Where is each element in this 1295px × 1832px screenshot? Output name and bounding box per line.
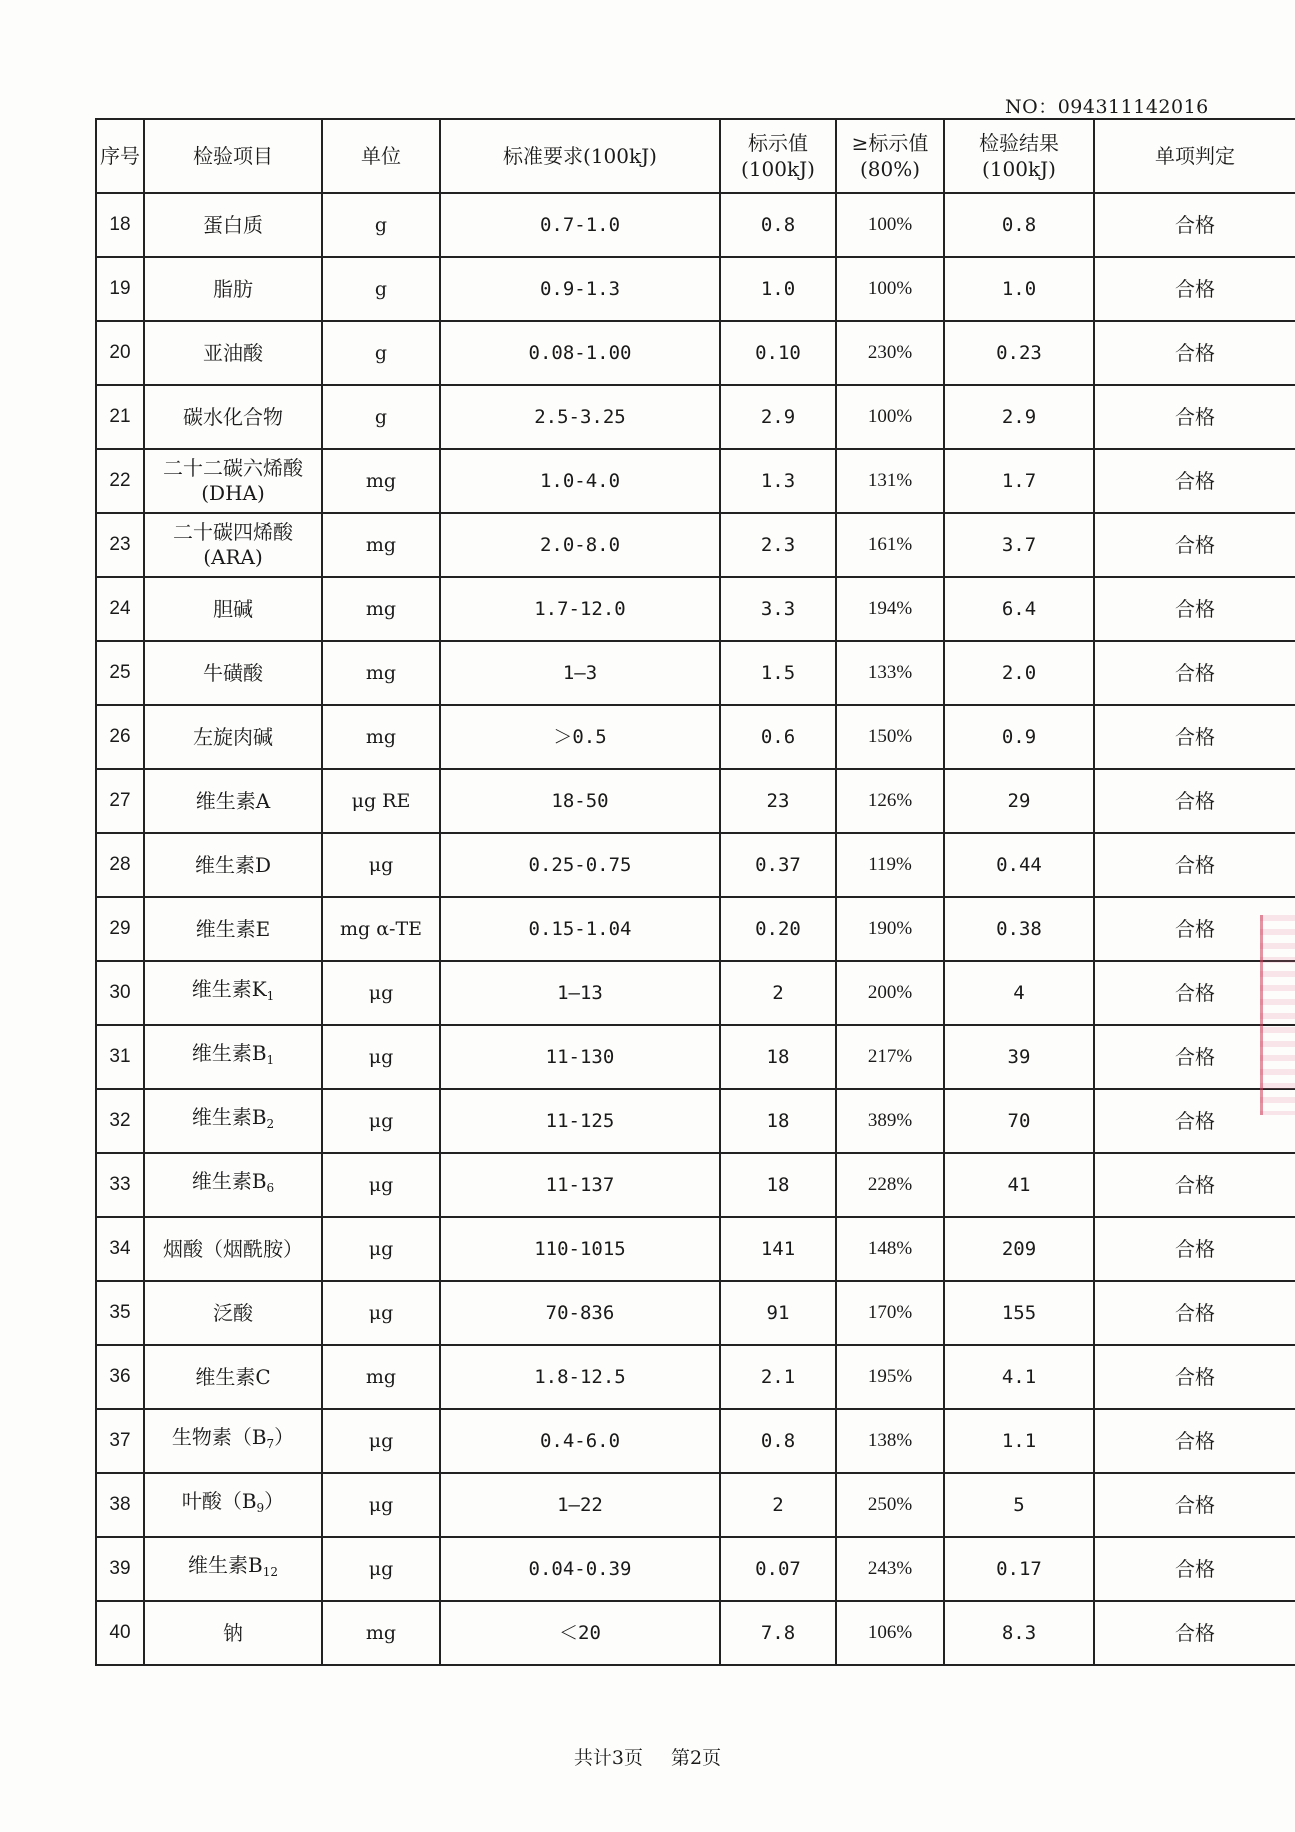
table-row (96, 1601, 1295, 1665)
item-name-suffix: ） (264, 1489, 285, 1513)
row-judgement-cell: 合格 (1094, 1089, 1295, 1153)
row-result-cell: 4.1 (944, 1345, 1094, 1409)
row-judgement-cell: 合格 (1094, 321, 1295, 385)
row-label-value-cell: 0.8 (720, 193, 836, 257)
row-item-cell (144, 449, 322, 513)
row-judgement-cell: 合格 (1094, 1281, 1295, 1345)
item-subscript: 1 (266, 1053, 275, 1067)
row-judgement-cell: 合格 (1094, 641, 1295, 705)
row-result-cell: 0.44 (944, 833, 1094, 897)
row-pct-cell: 389% (836, 1089, 944, 1153)
table-row (96, 641, 1295, 705)
item-name: 脂肪 (213, 276, 253, 301)
row-label-value-cell: 2.9 (720, 385, 836, 449)
row-unit-cell: g (322, 193, 440, 257)
row-seq-cell: 28 (96, 833, 144, 897)
row-result-cell: 209 (944, 1217, 1094, 1281)
row-label-value-cell: 0.20 (720, 897, 836, 961)
row-seq-cell: 27 (96, 769, 144, 833)
row-standard-cell: 18-50 (440, 769, 720, 833)
row-seq-cell: 32 (96, 1089, 144, 1153)
row-pct-cell: 243% (836, 1537, 944, 1601)
row-seq-cell: 30 (96, 961, 144, 1025)
row-item-cell (144, 1217, 322, 1281)
row-standard-cell: 1.7-12.0 (440, 577, 720, 641)
row-label-value-cell: 1.5 (720, 641, 836, 705)
item-subscript: 7 (266, 1437, 275, 1451)
row-unit-cell: μg (322, 961, 440, 1025)
row-seq-cell: 18 (96, 193, 144, 257)
row-pct-cell: 228% (836, 1153, 944, 1217)
row-standard-cell: 1—3 (440, 641, 720, 705)
item-name: 维生素B (191, 1169, 267, 1193)
header-seq: 序号 (96, 119, 144, 193)
row-judgement-cell: 合格 (1094, 385, 1295, 449)
row-standard-cell: 11-137 (440, 1153, 720, 1217)
item-name: 生物素（B (171, 1425, 267, 1449)
row-label-value-cell: 0.37 (720, 833, 836, 897)
row-standard-cell: 1—22 (440, 1473, 720, 1537)
row-item-cell (144, 1025, 322, 1089)
row-seq-cell: 31 (96, 1025, 144, 1089)
table-row (96, 897, 1295, 961)
table-row (96, 961, 1295, 1025)
row-label-value-cell: 2.1 (720, 1345, 836, 1409)
red-seal-stamp-fragment (1260, 915, 1295, 1115)
row-item-cell (144, 513, 322, 577)
item-name: 维生素K (191, 977, 267, 1001)
row-pct-cell: 133% (836, 641, 944, 705)
table-row (96, 193, 1295, 257)
table-row (96, 1089, 1295, 1153)
row-label-value-cell: 7.8 (720, 1601, 836, 1665)
row-item-cell (144, 705, 322, 769)
row-seq-cell: 20 (96, 321, 144, 385)
row-judgement-cell: 合格 (1094, 577, 1295, 641)
row-pct-cell: 131% (836, 449, 944, 513)
item-subscript: 12 (262, 1565, 278, 1579)
row-item-cell (144, 897, 322, 961)
row-standard-cell: 2.0-8.0 (440, 513, 720, 577)
row-seq-cell: 40 (96, 1601, 144, 1665)
item-name: 左旋肉碱 (193, 724, 273, 749)
table-row (96, 1537, 1295, 1601)
page-footer (0, 1743, 1295, 1770)
total-pages: 共计3页 (573, 1747, 643, 1769)
table-row (96, 1409, 1295, 1473)
row-judgement-cell: 合格 (1094, 1345, 1295, 1409)
row-seq-cell: 39 (96, 1537, 144, 1601)
header-item: 检验项目 (144, 119, 322, 193)
row-pct-cell: 194% (836, 577, 944, 641)
item-name: 维生素C (195, 1364, 271, 1389)
item-name: 维生素B (191, 1041, 267, 1065)
row-result-cell: 70 (944, 1089, 1094, 1153)
row-item-cell (144, 833, 322, 897)
inspection-results-table (95, 118, 1295, 1666)
item-name: 泛酸 (213, 1300, 253, 1325)
header-standard: 标准要求(100kJ) (440, 119, 720, 193)
item-name: 二十二碳六烯酸 (DHA) (163, 456, 303, 505)
item-subscript: 6 (266, 1181, 275, 1195)
row-result-cell: 2.0 (944, 641, 1094, 705)
item-name: 维生素D (194, 852, 272, 877)
row-label-value-cell: 2 (720, 1473, 836, 1537)
row-result-cell: 41 (944, 1153, 1094, 1217)
row-unit-cell: mg (322, 705, 440, 769)
row-item-cell (144, 1345, 322, 1409)
row-judgement-cell: 合格 (1094, 1537, 1295, 1601)
row-unit-cell: μg (322, 833, 440, 897)
item-name: 蛋白质 (203, 212, 263, 237)
row-standard-cell: ＞0.5 (440, 705, 720, 769)
row-pct-cell: 150% (836, 705, 944, 769)
row-label-value-cell: 0.8 (720, 1409, 836, 1473)
row-standard-cell: 0.15-1.04 (440, 897, 720, 961)
row-seq-cell: 25 (96, 641, 144, 705)
row-item-cell (144, 385, 322, 449)
item-name: 维生素E (195, 916, 271, 941)
row-judgement-cell: 合格 (1094, 1601, 1295, 1665)
row-label-value-cell: 3.3 (720, 577, 836, 641)
row-result-cell: 155 (944, 1281, 1094, 1345)
row-pct-cell: 138% (836, 1409, 944, 1473)
row-standard-cell: 11-130 (440, 1025, 720, 1089)
row-standard-cell: 1.8-12.5 (440, 1345, 720, 1409)
table-row (96, 513, 1295, 577)
row-result-cell: 39 (944, 1025, 1094, 1089)
row-item-cell (144, 1281, 322, 1345)
row-judgement-cell: 合格 (1094, 769, 1295, 833)
item-name: 二十碳四烯酸(ARA) (173, 520, 293, 569)
row-item-cell (144, 1537, 322, 1601)
row-unit-cell: mg (322, 1601, 440, 1665)
item-name: 叶酸（B (181, 1489, 257, 1513)
row-unit-cell: mg (322, 449, 440, 513)
row-label-value-cell: 1.3 (720, 449, 836, 513)
row-judgement-cell: 合格 (1094, 833, 1295, 897)
current-page: 第2页 (671, 1747, 722, 1769)
table-row (96, 449, 1295, 513)
row-unit-cell: μg RE (322, 769, 440, 833)
item-name: 维生素B (188, 1553, 263, 1577)
row-standard-cell: 2.5-3.25 (440, 385, 720, 449)
row-label-value-cell: 1.0 (720, 257, 836, 321)
header-label-value: 标示值 (100kJ) (720, 119, 836, 193)
row-seq-cell: 19 (96, 257, 144, 321)
row-standard-cell: 11-125 (440, 1089, 720, 1153)
item-name: 维生素A (195, 788, 271, 813)
row-unit-cell: μg (322, 1473, 440, 1537)
table-row (96, 385, 1295, 449)
row-pct-cell: 195% (836, 1345, 944, 1409)
row-judgement-cell: 合格 (1094, 193, 1295, 257)
item-subscript: 1 (266, 989, 275, 1003)
row-unit-cell: μg (322, 1025, 440, 1089)
row-judgement-cell: 合格 (1094, 1153, 1295, 1217)
row-unit-cell: g (322, 385, 440, 449)
row-item-cell (144, 1409, 322, 1473)
row-standard-cell: 0.04-0.39 (440, 1537, 720, 1601)
row-pct-cell: 200% (836, 961, 944, 1025)
row-label-value-cell: 2 (720, 961, 836, 1025)
row-unit-cell: μg (322, 1409, 440, 1473)
item-name: 亚油酸 (203, 340, 263, 365)
header-pct-of-label: ≥标示值 (80%) (836, 119, 944, 193)
row-unit-cell: μg (322, 1281, 440, 1345)
row-label-value-cell: 18 (720, 1025, 836, 1089)
row-standard-cell: 0.7-1.0 (440, 193, 720, 257)
table-row (96, 1345, 1295, 1409)
row-item-cell (144, 769, 322, 833)
row-pct-cell: 100% (836, 257, 944, 321)
row-pct-cell: 190% (836, 897, 944, 961)
row-unit-cell: g (322, 321, 440, 385)
row-pct-cell: 161% (836, 513, 944, 577)
inspection-table-container (95, 118, 1295, 1666)
header-result: 检验结果 (100kJ) (944, 119, 1094, 193)
row-result-cell: 6.4 (944, 577, 1094, 641)
table-row (96, 1473, 1295, 1537)
row-result-cell: 3.7 (944, 513, 1094, 577)
row-judgement-cell: 合格 (1094, 449, 1295, 513)
row-seq-cell: 38 (96, 1473, 144, 1537)
row-label-value-cell: 18 (720, 1089, 836, 1153)
row-pct-cell: 250% (836, 1473, 944, 1537)
row-seq-cell: 34 (96, 1217, 144, 1281)
row-pct-cell: 170% (836, 1281, 944, 1345)
row-judgement-cell: 合格 (1094, 1473, 1295, 1537)
report-number: NO：094311142016 (1005, 96, 1209, 118)
item-name-suffix: ） (274, 1425, 295, 1449)
row-judgement-cell: 合格 (1094, 897, 1295, 961)
table-row (96, 321, 1295, 385)
row-item-cell (144, 1153, 322, 1217)
row-pct-cell: 100% (836, 193, 944, 257)
table-row (96, 705, 1295, 769)
row-pct-cell: 148% (836, 1217, 944, 1281)
row-seq-cell: 35 (96, 1281, 144, 1345)
row-standard-cell: 0.9-1.3 (440, 257, 720, 321)
row-result-cell: 8.3 (944, 1601, 1094, 1665)
row-judgement-cell: 合格 (1094, 513, 1295, 577)
row-seq-cell: 33 (96, 1153, 144, 1217)
row-standard-cell: 0.25-0.75 (440, 833, 720, 897)
row-seq-cell: 22 (96, 449, 144, 513)
item-subscript: 9 (256, 1501, 265, 1515)
row-result-cell: 0.23 (944, 321, 1094, 385)
row-unit-cell: μg (322, 1537, 440, 1601)
table-body (96, 193, 1295, 1665)
row-label-value-cell: 141 (720, 1217, 836, 1281)
item-name: 烟酸（烟酰胺） (163, 1236, 303, 1261)
item-name: 钠 (223, 1620, 243, 1645)
row-judgement-cell: 合格 (1094, 961, 1295, 1025)
row-unit-cell: μg (322, 1153, 440, 1217)
row-item-cell (144, 193, 322, 257)
row-label-value-cell: 18 (720, 1153, 836, 1217)
row-judgement-cell: 合格 (1094, 1217, 1295, 1281)
row-standard-cell: 0.08-1.00 (440, 321, 720, 385)
row-result-cell: 4 (944, 961, 1094, 1025)
row-unit-cell: mg α-TE (322, 897, 440, 961)
row-label-value-cell: 0.6 (720, 705, 836, 769)
row-item-cell (144, 321, 322, 385)
row-result-cell: 29 (944, 769, 1094, 833)
row-judgement-cell: 合格 (1094, 257, 1295, 321)
table-row (96, 1217, 1295, 1281)
row-result-cell: 0.38 (944, 897, 1094, 961)
row-standard-cell: 1—13 (440, 961, 720, 1025)
row-judgement-cell: 合格 (1094, 705, 1295, 769)
table-row (96, 769, 1295, 833)
row-judgement-cell: 合格 (1094, 1025, 1295, 1089)
row-result-cell: 0.8 (944, 193, 1094, 257)
row-standard-cell: 70-836 (440, 1281, 720, 1345)
row-pct-cell: 126% (836, 769, 944, 833)
row-seq-cell: 37 (96, 1409, 144, 1473)
row-unit-cell: mg (322, 641, 440, 705)
header-unit: 单位 (322, 119, 440, 193)
row-seq-cell: 29 (96, 897, 144, 961)
row-item-cell (144, 1089, 322, 1153)
row-standard-cell: 1.0-4.0 (440, 449, 720, 513)
row-label-value-cell: 91 (720, 1281, 836, 1345)
table-row (96, 257, 1295, 321)
row-result-cell: 1.1 (944, 1409, 1094, 1473)
row-unit-cell: μg (322, 1089, 440, 1153)
row-result-cell: 5 (944, 1473, 1094, 1537)
row-seq-cell: 24 (96, 577, 144, 641)
item-name: 牛磺酸 (203, 660, 263, 685)
row-item-cell (144, 641, 322, 705)
row-pct-cell: 119% (836, 833, 944, 897)
row-item-cell (144, 577, 322, 641)
row-label-value-cell: 2.3 (720, 513, 836, 577)
row-seq-cell: 36 (96, 1345, 144, 1409)
table-row (96, 1025, 1295, 1089)
item-name: 维生素B (191, 1105, 267, 1129)
row-result-cell: 0.9 (944, 705, 1094, 769)
table-row (96, 577, 1295, 641)
row-label-value-cell: 23 (720, 769, 836, 833)
item-subscript: 2 (266, 1117, 275, 1131)
item-name: 碳水化合物 (183, 404, 283, 429)
row-item-cell (144, 1601, 322, 1665)
row-result-cell: 0.17 (944, 1537, 1094, 1601)
row-seq-cell: 23 (96, 513, 144, 577)
row-pct-cell: 106% (836, 1601, 944, 1665)
row-judgement-cell: 合格 (1094, 1409, 1295, 1473)
row-seq-cell: 26 (96, 705, 144, 769)
table-row (96, 1153, 1295, 1217)
item-name: 胆碱 (213, 596, 253, 621)
row-pct-cell: 230% (836, 321, 944, 385)
row-result-cell: 2.9 (944, 385, 1094, 449)
row-standard-cell: 0.4-6.0 (440, 1409, 720, 1473)
row-unit-cell: g (322, 257, 440, 321)
row-seq-cell: 21 (96, 385, 144, 449)
row-result-cell: 1.0 (944, 257, 1094, 321)
row-label-value-cell: 0.07 (720, 1537, 836, 1601)
row-result-cell: 1.7 (944, 449, 1094, 513)
table-row (96, 833, 1295, 897)
row-unit-cell: mg (322, 513, 440, 577)
row-unit-cell: μg (322, 1217, 440, 1281)
row-unit-cell: mg (322, 1345, 440, 1409)
row-item-cell (144, 257, 322, 321)
header-judgement: 单项判定 (1094, 119, 1295, 193)
row-pct-cell: 100% (836, 385, 944, 449)
row-item-cell (144, 961, 322, 1025)
row-standard-cell: 110-1015 (440, 1217, 720, 1281)
row-item-cell (144, 1473, 322, 1537)
row-label-value-cell: 0.10 (720, 321, 836, 385)
row-pct-cell: 217% (836, 1025, 944, 1089)
row-standard-cell: ＜20 (440, 1601, 720, 1665)
row-unit-cell: mg (322, 577, 440, 641)
table-row (96, 1281, 1295, 1345)
table-header-row (96, 119, 1295, 193)
